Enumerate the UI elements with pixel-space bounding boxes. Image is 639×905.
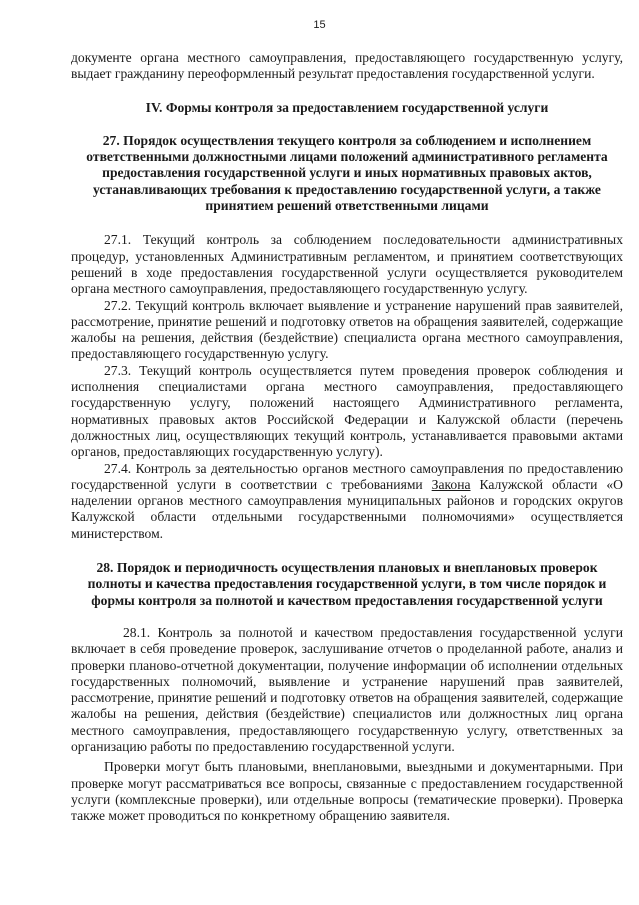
document-body: [71, 50, 623, 824]
paragraph-27-2: 27.2. Текущий контроль включает выявление и устранение нарушений прав заявителей, рассмотрение, принятие решений и подготовку ответов на обращения заявителей, содержащие жалобы на решения, действия (бездействие) специалиста органа местного самоуправления, предоставляющего государственную услугу.: [71, 297, 623, 362]
paragraph-27-4-text-start: 27.4. Контроль за деятельностью органов местного самоуправления по предоставлению государственной услуги в соответствии с требованиями: [71, 460, 623, 492]
section-title: IV. Формы контроля за предоставлением государственной услуги: [145, 99, 549, 115]
intro-paragraph: документе органа местного самоуправления, предоставляющего государственную услугу, выдает гражданину переоформленный результат предоставления государственной услуги.: [71, 50, 623, 82]
section-28-heading: 28. Порядок и периодичность осуществления плановых и внеплановых проверок полноты и качества предоставления государственной услуги, в том числе порядок и формы контроля за полнотой и качеством предоставления государственной услуги: [87, 560, 607, 608]
paragraph-28-checks: Проверки могут быть плановыми, внеплановыми, выездными и документарными. При проверке могут рассматриваться все вопросы, связанные с предоставлением государственной услуги (комплексные проверки), или отдельные вопросы (тематические проверки). Проверка также может проводиться по конкретному обращению заявителя.: [71, 759, 623, 824]
paragraph-28-1: 28.1. Контроль за полнотой и качеством предоставления государственной услуги включает в себя проведение проверок, заслушивание отчетов о проделанной работе, анализ и проверки планово-отчетной документации, получение информации об исполнении отдельных государственных полномочий, выявление и устранение нарушений прав заявителей, рассмотрение, принятие решений и подготовку ответов на обращения заявителей, содержащие жалобы на решения, действия (бездействие) специалистов или должностных лиц органа местного самоуправления, предоставляющего государственную услугу, ответственных за организацию работы по предоставлению государственной услуги.: [71, 624, 623, 754]
page-number: 15: [313, 19, 326, 31]
paragraph-27-1: 27.1. Текущий контроль за соблюдением последовательности административных процедур, установленных Административным регламентом, и принятием соответствующих решений в ходе предоставления государственной услуги осуществляется руководителем органа местного самоуправления, предоставляющего государственную услугу.: [71, 232, 623, 297]
section-27-heading: 27. Порядок осуществления текущего контроля за соблюдением и исполнением ответственными должностными лицами положений административного регламента предоставления государственной услуги и иных нормативных правовых актов, устанавливающих требования к предоставлению государственной услуги, а также принятием решений ответственными лицами: [86, 132, 608, 214]
paragraph-27-3: 27.3. Текущий контроль осуществляется путем проведения проверок соблюдения и исполнения специалистами органа местного самоуправления, предоставляющего государственную услугу, положений настоящего Административного регламента, нормативных правовых актов Российской Федерации и Калужской области (перечень должностных лиц, осуществляющих текущий контроль, устанавливается правовыми актами органов, предоставляющих государственную услугу).: [71, 362, 623, 460]
law-link[interactable]: Закона: [431, 476, 471, 492]
paragraph-27-4-text-end: Калужской области «О наделении органов местного самоуправления муниципальных районов и городских округов Калужской области отдельными государственными полномочиями» осуществляется министерством.: [71, 476, 623, 541]
paragraph-27-4: [71, 461, 623, 542]
